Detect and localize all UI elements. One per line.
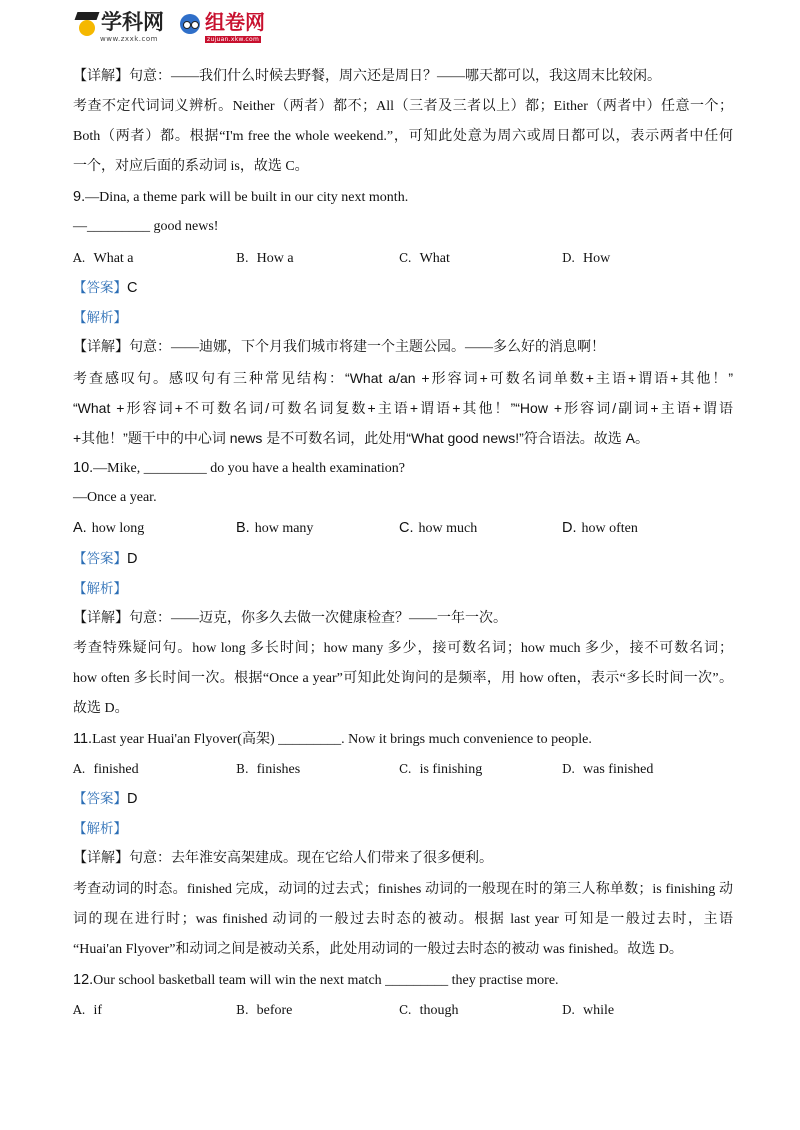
q10-option-a[interactable] [73, 513, 236, 543]
option-text: What [419, 250, 450, 266]
q11-detail: 【详解】句意：去年淮安高架建成。现在它给人们带来了很多便利。 [73, 851, 493, 867]
q9-option-c[interactable] [399, 243, 562, 273]
q11-analysis-label: 【解析】 [73, 821, 127, 838]
option-letter: C. [399, 1002, 412, 1017]
option-text: finishes [256, 762, 301, 778]
q9-option-b[interactable] [236, 243, 399, 273]
option-text: how much [418, 521, 478, 537]
q10-explanation-1: 考查特殊疑问句。how long 多长时间；how many 多少，接可数名词；how much 多少，接不可数名词； [73, 640, 733, 656]
option-letter: C. [399, 250, 412, 265]
answer-value: C [127, 279, 138, 296]
answer-label: 【答案】 [73, 550, 127, 567]
option-text: is finishing [419, 762, 483, 778]
q9-explanation-1: 考查感叹句。感叹句有三种常见结构：“What a/an +形容词+可数名词单数+主语+谓语+其他！” [73, 369, 733, 386]
q11-explanation-2: 词的现在进行时；was finished 动词的一般过去时态的被动。根据 last year 可知是一般过去时，主语 [73, 911, 733, 927]
graduate-mascot-icon [74, 10, 100, 38]
option-letter: A. [73, 762, 86, 777]
q12-option-d[interactable] [562, 995, 725, 1025]
zujuan-logo-url: zujuan.xkw.com [207, 36, 260, 43]
q10-options [73, 513, 733, 543]
zujuan-logo [178, 10, 265, 43]
q12-option-b[interactable] [236, 995, 399, 1025]
q11-option-a[interactable] [73, 754, 236, 784]
q10-explanation-3: 故选 D。 [73, 700, 129, 716]
q11-stem-line [73, 724, 733, 754]
q9-detail: 【详解】句意：——迪娜，下个月我们城市将建一个主题公园。——多么好的消息啊！ [73, 339, 605, 355]
q11-answer [73, 784, 733, 814]
q11-stem: Last year Huai'an Flyover(高架) _________. Now it brings much convenience to people. [92, 732, 592, 748]
option-text: How a [256, 250, 294, 266]
option-letter: B. [236, 1002, 249, 1017]
option-letter: D. [562, 762, 576, 777]
q9-explanation-2: “What +形容词+不可数名词/可数名词复数+主语+谓语+其他！”“How +形容词/副词+主语+谓语 [73, 400, 733, 417]
option-letter: B. [236, 762, 249, 777]
option-letter: A. [73, 250, 86, 265]
q9-analysis-label: 【解析】 [73, 309, 127, 326]
q10-analysis-label: 【解析】 [73, 580, 127, 597]
q10-option-d[interactable] [562, 513, 725, 543]
q10-stem: —Mike, _________ do you have a health examination? [93, 461, 405, 477]
answer-value: D [127, 550, 138, 567]
option-text: finished [93, 762, 139, 778]
page-header [74, 10, 294, 48]
q10-stem-2: —Once a year. [73, 490, 157, 506]
q9-stem-line [73, 182, 733, 212]
zxxk-logo-name: 学科网 [101, 10, 164, 34]
zujuan-logo-name: 组卷网 [205, 10, 265, 34]
q11-explanation-1: 考查动词的时态。finished 完成，动词的过去式；finishes 动词的一般现在时的第三人称单数；is finishing 动 [73, 881, 733, 897]
option-letter: A. [73, 520, 87, 537]
q12-stem: Our school basketball team will win the next match _________ they practise more. [93, 972, 559, 988]
q10-option-c[interactable] [399, 513, 562, 543]
q12-stem-line [73, 965, 733, 995]
zxxk-logo-url: www.zxxk.com [100, 35, 158, 43]
option-text: was finished [583, 762, 654, 778]
option-letter: B. [236, 520, 250, 537]
q12-number: 12. [73, 971, 94, 988]
q10-explanation-2: how often 多长时间一次。根据“Once a year”可知此处询问的是频率，用 how often，表示“多长时间一次”。 [73, 670, 733, 686]
q12-options [73, 995, 733, 1025]
option-text: while [583, 1002, 615, 1018]
answer-label: 【答案】 [73, 791, 127, 808]
q9-option-d[interactable] [562, 243, 725, 273]
option-letter: D. [562, 250, 576, 265]
q11-option-c[interactable] [399, 754, 562, 784]
option-text: though [419, 1002, 459, 1018]
q11-option-b[interactable] [236, 754, 399, 784]
option-text: What a [93, 250, 134, 266]
answer-label: 【答案】 [73, 279, 127, 296]
q10-option-b[interactable] [236, 513, 399, 543]
q9-stem-2: —_________ good news! [73, 219, 219, 235]
q10-answer [73, 544, 733, 574]
option-letter: D. [562, 520, 577, 537]
q9-option-a[interactable] [73, 243, 236, 273]
option-letter: D. [562, 1002, 576, 1017]
answer-value: D [127, 791, 138, 808]
q11-option-d[interactable] [562, 754, 725, 784]
zxxk-logo [74, 10, 164, 43]
q11-options [73, 754, 733, 784]
option-letter: A. [73, 1002, 86, 1017]
option-text: before [256, 1002, 293, 1018]
option-text: how many [254, 521, 314, 537]
mascot-face-icon [178, 10, 202, 38]
document-body [73, 62, 733, 1025]
q8-explanation-2: Both（两者）都。根据“I'm free the whole weekend.”，可知此处意为周六或周日都可以，表示两者中任何 [73, 129, 733, 145]
q11-explanation-3: “Huai'an Flyover”和动词之间是被动关系，此处用动词的一般过去时态的被动 was finished。故选 D。 [73, 941, 683, 957]
option-letter: C. [399, 762, 412, 777]
q9-number: 9. [73, 189, 86, 206]
option-text: how long [91, 521, 145, 537]
q10-detail: 【详解】句意：——迈克，你多久去做一次健康检查？——一年一次。 [73, 610, 507, 626]
option-text: if [93, 1002, 103, 1018]
q10-number: 10. [73, 460, 94, 477]
q8-explanation-1: 考查不定代词词义辨析。Neither（两者）都不；All（三者及三者以上）都；Either（两者中）任意一个； [73, 99, 733, 115]
q11-number: 11. [73, 731, 93, 748]
q9-stem: —Dina, a theme park will be built in our city next month. [85, 190, 409, 206]
q9-explanation-3: +其他！”题干中的中心词 news 是不可数名词，此处用“What good news!”符合语法。故选 A。 [73, 430, 650, 447]
option-text: How [583, 250, 611, 266]
option-letter: C. [399, 520, 414, 537]
option-text: how often [581, 521, 638, 537]
q12-option-a[interactable] [73, 995, 236, 1025]
q9-options [73, 243, 733, 273]
q12-option-c[interactable] [399, 995, 562, 1025]
option-letter: B. [236, 250, 249, 265]
q9-answer [73, 273, 733, 303]
q8-detail: 【详解】句意：——我们什么时候去野餐，周六还是周日？——哪天都可以，我这周末比较闲。 [73, 69, 661, 84]
q8-explanation-3: 一个，对应后面的系动词 is，故选 C。 [73, 159, 309, 175]
q10-stem-line [73, 453, 733, 483]
